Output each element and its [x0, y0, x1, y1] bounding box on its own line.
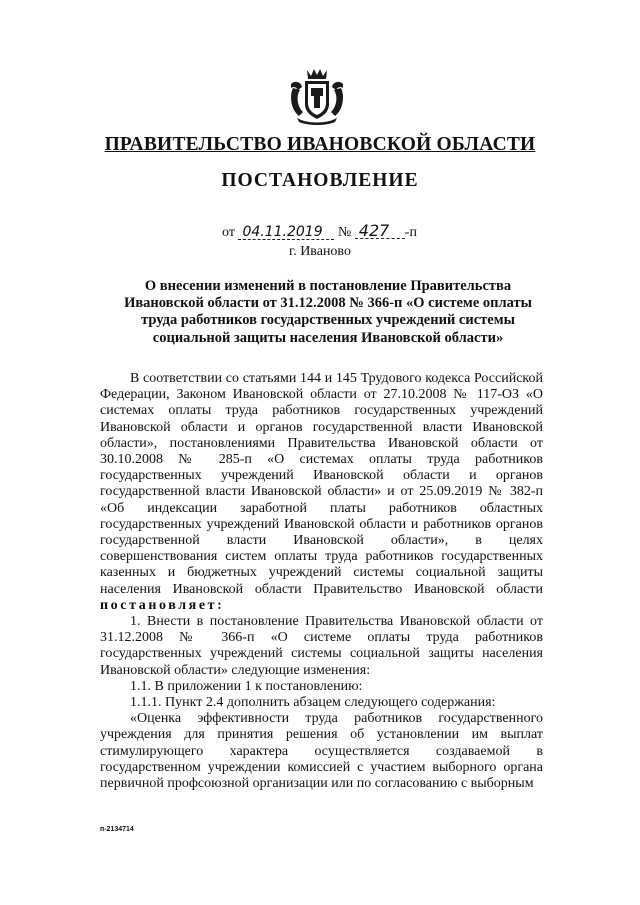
- quoted-paragraph: «Оценка эффективности труда работников государственного учреждения для принятия решения об установлении им выплат стимулирующего характера осуществляется создаваемой в государственном учреждении комиссией с участием выборного органа первичной профсоюзной организации или по согласованию с выборным: [100, 711, 543, 792]
- decree-subject: О внесении изменений в постановление Правительства Ивановской области от 31.12.2008 № 366-п «О системе оплаты труда работников государственных учреждений системы социальной защиты населения Ивановской области»: [124, 278, 532, 346]
- handwritten-date: 04.11.2019: [238, 225, 334, 240]
- document-type-title: ПОСТАНОВЛЕНИЕ: [221, 170, 419, 191]
- item-1-1: 1.1. В приложении 1 к постановлению:: [130, 678, 363, 694]
- date-number-line: [222, 221, 417, 241]
- preamble-text: В соответствии со статьями 144 и 145 Трудового кодекса Российской Федерации, Законом Ивановской области от 27.10.2008 № 117-ОЗ «О системах оплаты труда работников государственных учреждений Ивановской области и органов государственной власти Ивановской области», постановлениями Правительства Ивановской области от 30.10.2008 № 285-п «О системах оплаты труда работников государственных учреждений Ивановской области и органов государственной власти Ивановской области» и от 25.09.2019 № 382-п «Об индексации заработной платы работников областных государственных учреждений Ивановской области и работников органов государственной власти Ивановской области», в целях совершенствования систем оплаты труда работников государственных казенных и бюджетных учреждений системы социальной защиты населения Ивановской области Правительство Ивановской области: [100, 371, 543, 597]
- item-1-1-1: 1.1.1. Пункт 2.4 дополнить абзацем следующего содержания:: [130, 695, 496, 711]
- city-name: г. Иваново: [289, 244, 351, 259]
- decree-body: [100, 371, 543, 792]
- document-code: п-2134714: [100, 826, 134, 833]
- item-1: 1. Внести в постановление Правительства Ивановской области от 31.12.2008 № 366-п «О системе оплаты труда работников государственных учреждений системы социальной защиты населения Ивановской области» следующие изменения:: [100, 614, 543, 678]
- decision-word: постановляет:: [100, 597, 225, 613]
- number-label: №: [337, 225, 352, 240]
- number-suffix: -п: [404, 225, 417, 240]
- government-title: ПРАВИТЕЛЬСТВО ИВАНОВСКОЙ ОБЛАСТИ: [104, 134, 536, 155]
- handwritten-number: 427: [355, 224, 405, 239]
- date-prefix: от: [222, 225, 235, 240]
- preamble-paragraph: [100, 371, 543, 614]
- coat-of-arms-icon: [287, 66, 347, 126]
